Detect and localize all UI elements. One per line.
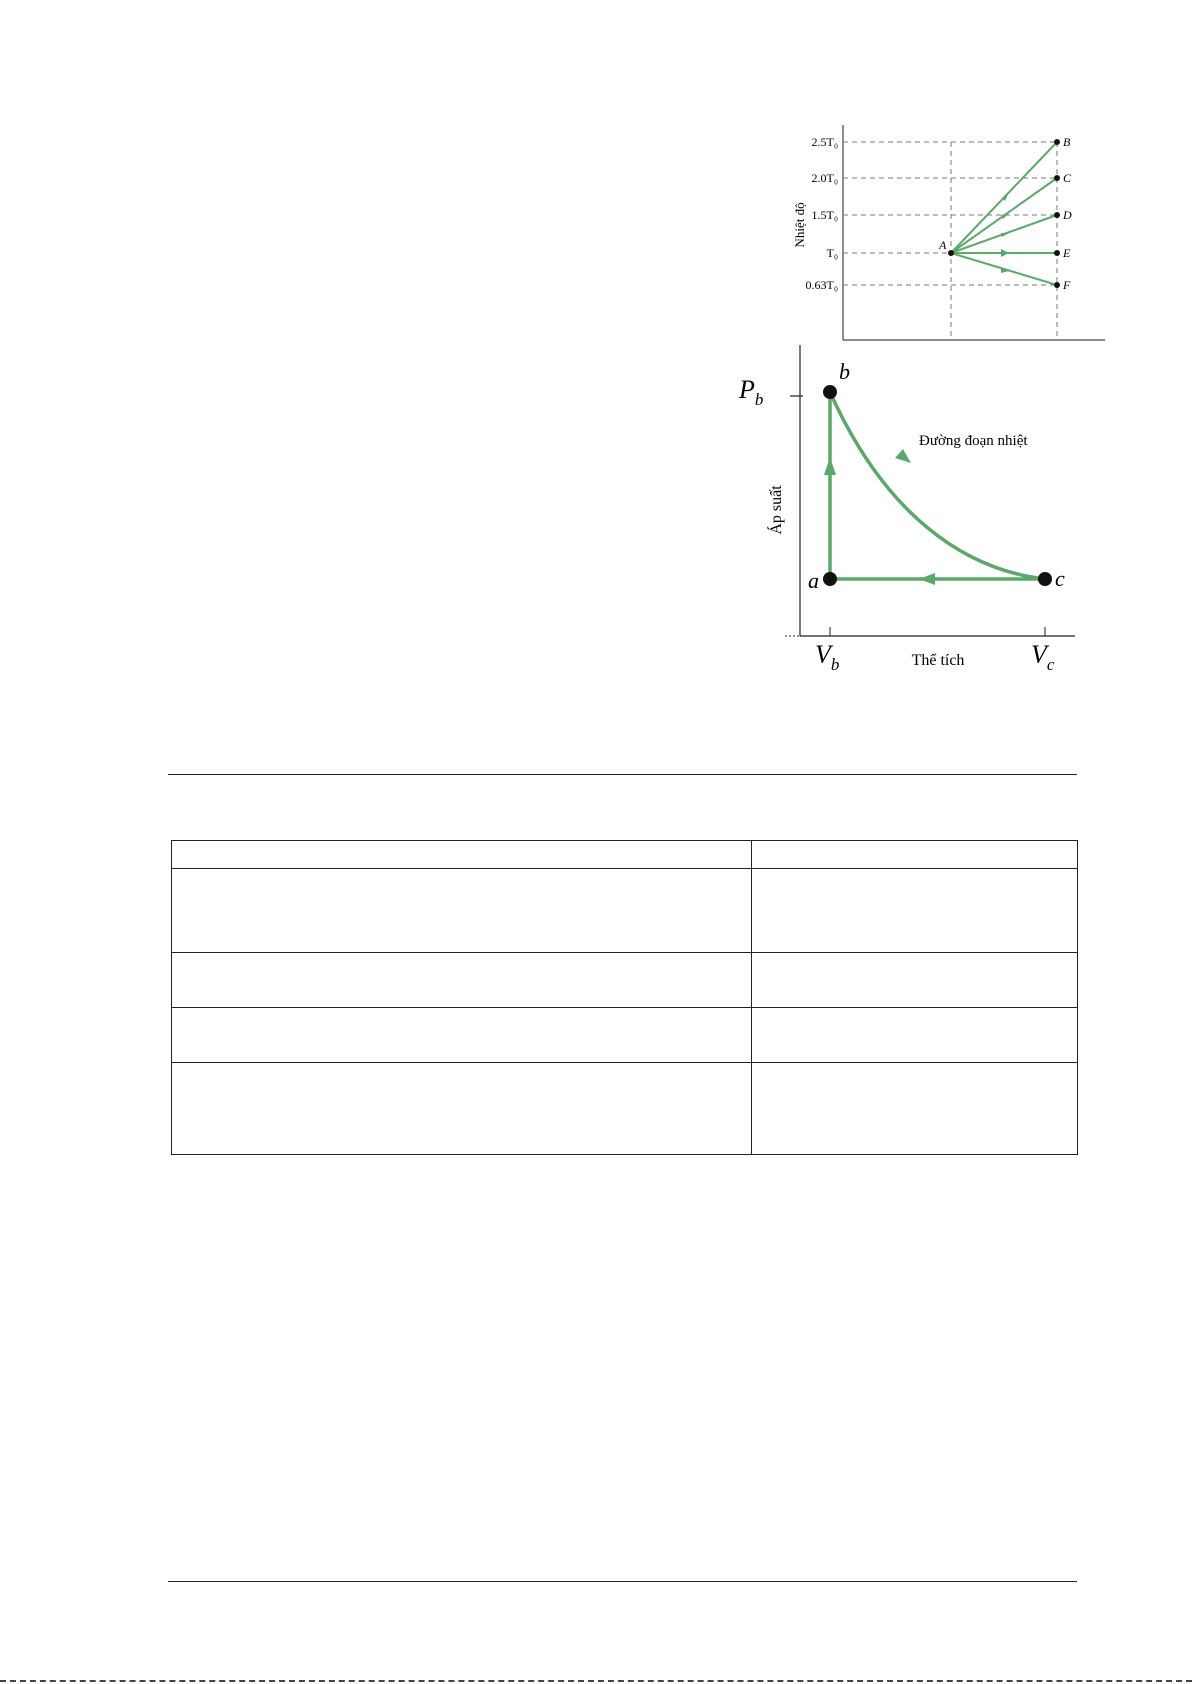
table-cell [172, 841, 752, 869]
table-row [172, 841, 1078, 869]
table-cell [172, 953, 752, 1008]
label-C: C [1063, 171, 1072, 185]
point-C [1054, 175, 1060, 181]
point-a [823, 572, 837, 586]
table-row [172, 1008, 1078, 1063]
volume-axis-label: Thể tích [911, 652, 965, 669]
table-cell [752, 1008, 1078, 1063]
cycle-points [823, 385, 1052, 586]
point-D [1054, 212, 1060, 218]
tick-label-2.0T0: 2.0T₀ [811, 171, 838, 185]
path-A-F [951, 253, 1057, 285]
point-B [1054, 139, 1060, 145]
pv-diagram [735, 345, 1080, 675]
point-A [948, 250, 954, 256]
volume-tick-label-c: $V_c$ [1031, 640, 1055, 674]
table-row [172, 869, 1078, 953]
temperature-diagram [780, 125, 1110, 345]
pressure-tick-label: $P_b$ [739, 375, 764, 409]
table-row [172, 1063, 1078, 1155]
tick-label-2.5T0: 2.5T₀ [811, 135, 838, 149]
temperature-axis-label: Nhiệt độ [792, 202, 807, 248]
table-row [172, 953, 1078, 1008]
point-F [1054, 282, 1060, 288]
cycle-arrowheads [824, 449, 935, 585]
label-a: a [808, 568, 819, 593]
temperature-gridlines [843, 142, 1057, 340]
process-paths [951, 142, 1057, 285]
label-F: F [1063, 278, 1071, 292]
table-cell [172, 1063, 752, 1155]
label-b: b [839, 359, 850, 384]
adiabatic-label: Đường đoạn nhiệt [919, 433, 1028, 449]
section-divider [168, 774, 1077, 775]
tick-label-1.5T0: 1.5T₀ [811, 208, 838, 222]
point-c [1038, 572, 1052, 586]
table-cell [752, 841, 1078, 869]
label-A: A [939, 238, 947, 252]
table-cell [172, 1008, 752, 1063]
label-B: B [1063, 135, 1071, 149]
adiabatic-curve [830, 392, 1045, 579]
table-cell [172, 869, 752, 953]
label-E: E [1063, 246, 1071, 260]
answer-table [171, 840, 1078, 1155]
point-E [1054, 250, 1060, 256]
tick-label-0.63T0: 0.63T₀ [805, 278, 838, 292]
label-D: D [1063, 208, 1072, 222]
point-b [823, 385, 837, 399]
table-cell [752, 1063, 1078, 1155]
label-c: c [1055, 566, 1065, 591]
state-points [948, 139, 1060, 288]
volume-tick-label-b: $V_b$ [815, 640, 840, 674]
table-cell [752, 869, 1078, 953]
footer-divider [168, 1581, 1077, 1582]
cycle-paths [830, 392, 1045, 579]
page-bottom-edge [0, 1680, 1192, 1682]
table-cell [752, 953, 1078, 1008]
pressure-axis-label: Áp suất [768, 485, 785, 535]
tick-label-T0: T₀ [826, 246, 838, 260]
